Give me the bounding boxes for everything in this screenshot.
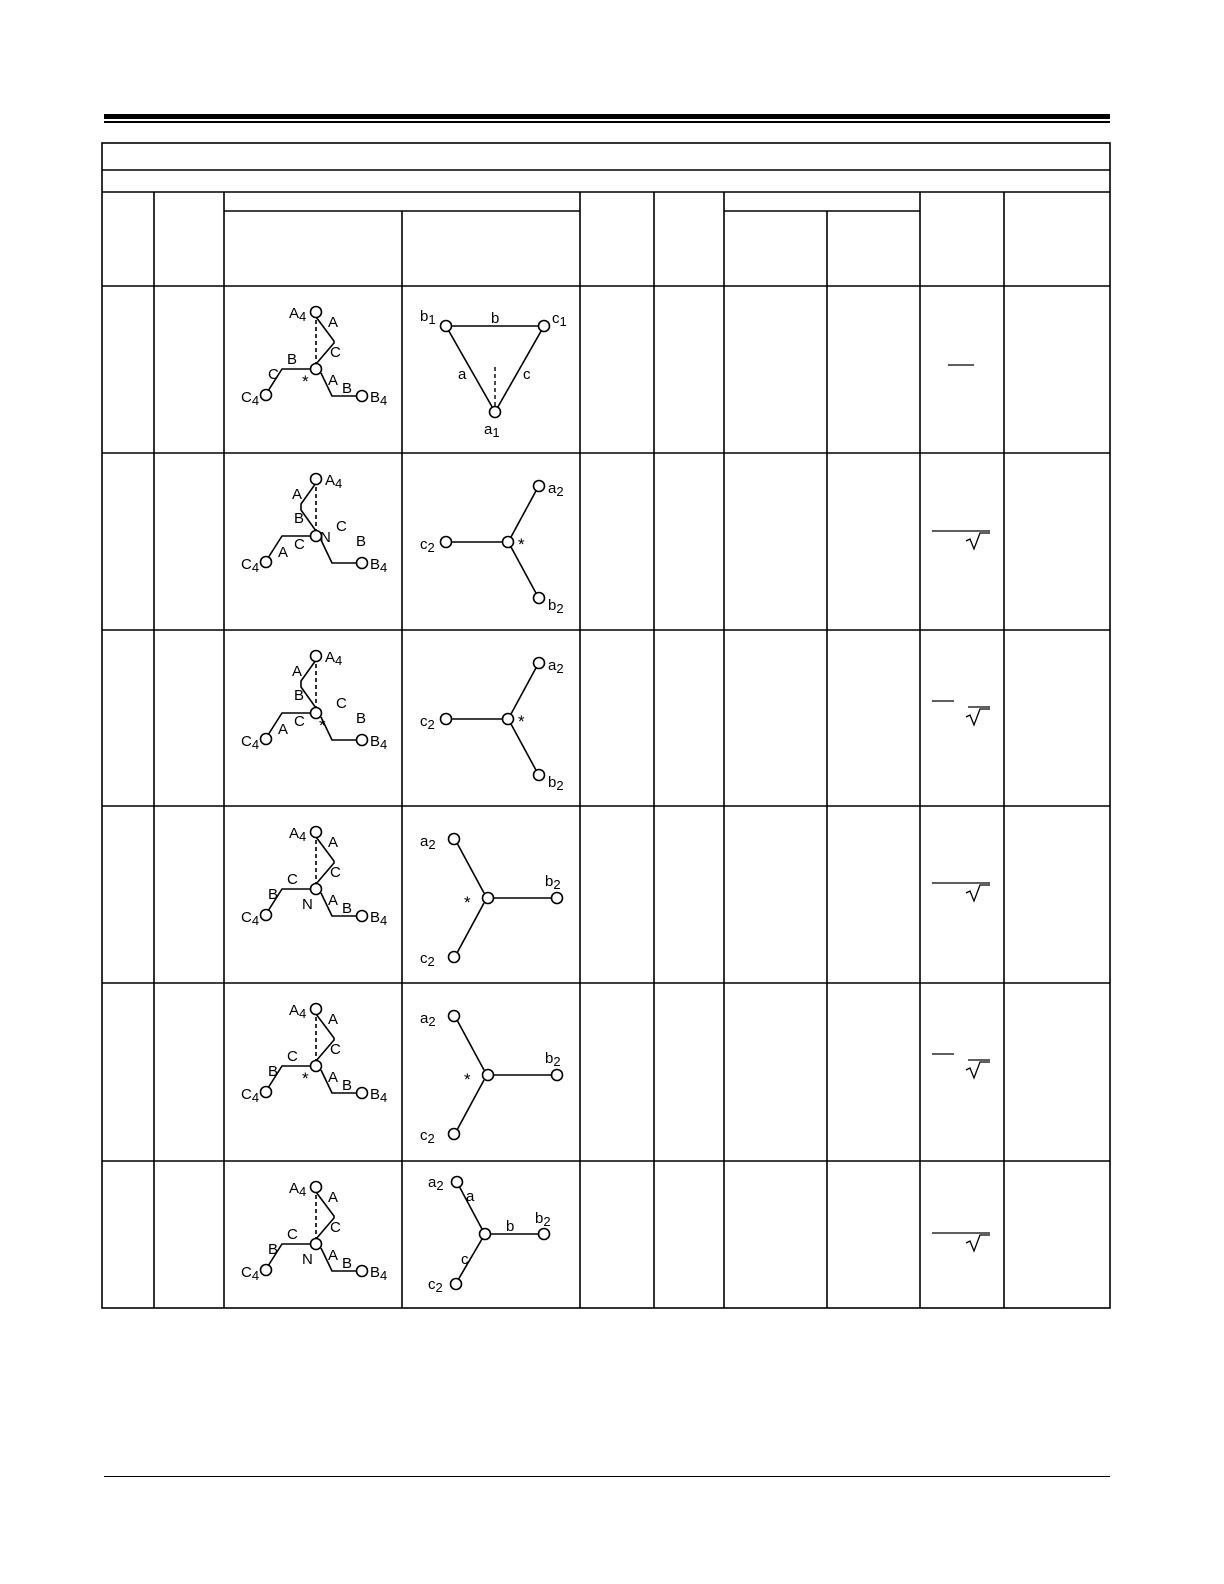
terminal-c1: [539, 321, 550, 332]
winding-letter-b: b: [506, 1218, 515, 1235]
terminal-b1: [441, 321, 452, 332]
winding-letter: A: [292, 663, 303, 680]
label-b2: [548, 597, 564, 616]
terminal-a2: [534, 481, 545, 492]
terminal-c4: [261, 1265, 272, 1276]
winding-letter: B: [287, 351, 298, 368]
winding-letter: C: [330, 1041, 341, 1058]
neutral-node: [483, 1070, 494, 1081]
terminal-label-text: A4: [289, 305, 307, 324]
terminal-label-text: b2: [545, 1050, 561, 1069]
terminal-c2: [441, 537, 452, 548]
center-marker: *: [464, 893, 471, 912]
primary-diagram: [241, 1180, 387, 1283]
ratio-symbol: [932, 531, 990, 549]
neutral-node: [311, 1239, 322, 1250]
neutral-node: [480, 1229, 491, 1240]
arm-a: [511, 489, 537, 537]
terminal-label-text: A4: [289, 825, 307, 844]
label-a2: [420, 833, 436, 852]
terminal-b2: [534, 593, 545, 604]
winding-letter: C: [268, 366, 279, 383]
label-b1: [420, 308, 436, 327]
label-C4: [241, 909, 259, 928]
primary-diagram: [241, 472, 387, 575]
ratio-symbol: [932, 701, 990, 725]
terminal-label-text: A4: [289, 1180, 307, 1199]
label-a2: [548, 480, 564, 499]
winding-letter: B: [356, 533, 367, 550]
winding-letter: C: [294, 536, 305, 553]
terminal-b4: [357, 735, 368, 746]
terminal-c4: [261, 1087, 272, 1098]
winding-letter: A: [328, 314, 339, 331]
winding-letter: C: [330, 344, 341, 361]
terminal-label-text: B4: [370, 1264, 388, 1283]
secondary-diagram: [420, 480, 564, 616]
secondary-diagram: [420, 1010, 563, 1146]
label-A4: [289, 825, 306, 844]
winding-letter: C: [294, 713, 305, 730]
arm-b: [511, 724, 537, 772]
terminal-a2: [449, 1011, 460, 1022]
label-B4: [370, 909, 387, 928]
label-B4: [370, 556, 387, 575]
label-B4: [370, 1264, 387, 1283]
terminal-label-text: a1: [484, 421, 500, 440]
label-A4: [325, 472, 342, 491]
winding-letter: B: [294, 510, 305, 527]
neutral-label: N: [302, 896, 313, 913]
winding-letter: C: [287, 871, 298, 888]
label-b2: [545, 873, 561, 892]
winding-letter: B: [268, 886, 279, 903]
terminal-label-text: C4: [241, 909, 260, 928]
winding-letter: C: [330, 1219, 341, 1236]
neutral-node: [311, 1061, 322, 1072]
terminal-label-text: c2: [420, 1127, 435, 1146]
label-c2: [420, 536, 435, 555]
winding-letter: B: [342, 380, 353, 397]
ratio-symbol: [932, 883, 990, 901]
label-B4: [370, 389, 387, 408]
winding-letter: A: [278, 544, 289, 561]
terminal-label-text: b2: [548, 597, 564, 616]
delta-side-a: [446, 326, 495, 412]
winding-letter: B: [268, 1241, 279, 1258]
label-C4: [241, 1264, 259, 1283]
label-C4: [241, 389, 259, 408]
terminal-label-text: B4: [370, 389, 388, 408]
center-marker: *: [302, 372, 309, 391]
terminal-label-text: c1: [552, 310, 567, 329]
winding-letter: C: [336, 695, 347, 712]
terminal-a4: [311, 1004, 322, 1015]
terminal-label-text: B4: [370, 909, 388, 928]
terminal-label-text: a2: [420, 833, 436, 852]
arm-a: [457, 843, 484, 893]
terminal-label-text: C4: [241, 556, 260, 575]
winding-letter: C: [287, 1226, 298, 1243]
ratio-symbol: [932, 1233, 990, 1251]
winding-letter: B: [268, 1063, 279, 1080]
radical-sign: [966, 1235, 990, 1251]
terminal-label-text: b2: [545, 873, 561, 892]
terminal-b2: [552, 893, 563, 904]
label-b2: [548, 774, 564, 793]
terminal-label-text: B4: [370, 556, 388, 575]
winding-letter: B: [356, 710, 367, 727]
side-label-b: b: [491, 310, 500, 327]
neutral-node: [503, 537, 514, 548]
secondary-diagram: [428, 1174, 551, 1295]
terminal-label-text: b2: [548, 774, 564, 793]
terminal-c2: [441, 714, 452, 725]
side-label-c: c: [523, 366, 531, 383]
terminal-c2: [449, 952, 460, 963]
terminal-label-text: C4: [241, 1086, 260, 1105]
terminal-b2: [552, 1070, 563, 1081]
label-C4: [241, 1086, 259, 1105]
terminal-label-text: A4: [325, 472, 343, 491]
label-A4: [289, 305, 306, 324]
winding-b: [321, 717, 356, 740]
ratio-symbol: [932, 1054, 990, 1078]
winding-letter: A: [328, 1069, 339, 1086]
terminal-label-text: c2: [420, 536, 435, 555]
label-c2: [420, 950, 435, 969]
label-c2: [428, 1276, 443, 1295]
terminal-label-text: a2: [548, 480, 564, 499]
winding-letter: A: [278, 721, 289, 738]
terminal-label-text: a2: [420, 1010, 436, 1029]
winding-letter: A: [328, 892, 339, 909]
winding-letter: C: [330, 864, 341, 881]
terminal-label-text: A4: [325, 649, 343, 668]
terminal-a4: [311, 474, 322, 485]
primary-diagram: [241, 825, 387, 928]
winding-letter: A: [292, 486, 303, 503]
terminal-c4: [261, 557, 272, 568]
radical-sign: [966, 885, 990, 901]
winding-letter: A: [328, 1247, 339, 1264]
neutral-node: [483, 893, 494, 904]
terminal-a2: [452, 1177, 463, 1188]
label-a2: [428, 1174, 444, 1193]
neutral-node: [311, 364, 322, 375]
winding-letter: B: [342, 1077, 353, 1094]
terminal-a4: [311, 651, 322, 662]
terminal-a4: [311, 307, 322, 318]
terminal-label-text: A4: [289, 1002, 307, 1021]
arm-a: [511, 666, 537, 714]
terminal-a2: [449, 834, 460, 845]
terminal-b2: [534, 770, 545, 781]
table-border: [102, 143, 1110, 1308]
footer-rule: [104, 1476, 1110, 1477]
terminal-label-text: c2: [428, 1276, 443, 1295]
label-C4: [241, 733, 259, 752]
terminal-c4: [261, 390, 272, 401]
center-marker: *: [302, 1069, 309, 1088]
center-marker: *: [319, 716, 326, 735]
label-a1: [484, 421, 500, 440]
label-B4: [370, 1086, 387, 1105]
secondary-diagram: [420, 308, 567, 440]
label-a2: [548, 657, 564, 676]
radical-sign: [966, 709, 990, 725]
arm-a: [457, 1020, 484, 1070]
winding-letter-c: c: [461, 1251, 469, 1268]
label-b2: [535, 1210, 551, 1229]
winding-letter: B: [342, 900, 353, 917]
label-B4: [370, 733, 387, 752]
center-marker: *: [518, 535, 525, 554]
neutral-node: [311, 884, 322, 895]
center-marker: *: [518, 712, 525, 731]
terminal-label-text: B4: [370, 733, 388, 752]
terminal-b4: [357, 911, 368, 922]
terminal-c2: [451, 1279, 462, 1290]
terminal-label-text: a2: [548, 657, 564, 676]
winding-letter: C: [336, 518, 347, 535]
winding-letter: B: [342, 1255, 353, 1272]
label-C4: [241, 556, 259, 575]
winding-letter: B: [294, 687, 305, 704]
arm-b: [511, 547, 537, 595]
terminal-a1: [490, 407, 501, 418]
primary-diagram: [241, 305, 387, 408]
label-b2: [545, 1050, 561, 1069]
terminal-c4: [261, 910, 272, 921]
terminal-label-text: C4: [241, 733, 260, 752]
terminal-label-text: a2: [428, 1174, 444, 1193]
terminal-b4: [357, 1266, 368, 1277]
terminal-label-text: c2: [420, 950, 435, 969]
neutral-label: N: [320, 529, 331, 546]
label-c2: [420, 713, 435, 732]
terminal-label-text: c2: [420, 713, 435, 732]
center-marker: *: [464, 1070, 471, 1089]
terminal-c2: [449, 1129, 460, 1140]
terminal-b4: [357, 558, 368, 569]
terminal-b2: [539, 1229, 550, 1240]
secondary-diagram: [420, 833, 563, 969]
terminal-a4: [311, 827, 322, 838]
winding-letter: A: [328, 1011, 339, 1028]
side-label-a: a: [458, 366, 467, 383]
terminal-label-text: B4: [370, 1086, 388, 1105]
winding-letter: A: [328, 372, 339, 389]
terminal-a4: [311, 1182, 322, 1193]
secondary-diagram: [420, 657, 564, 793]
label-A4: [325, 649, 342, 668]
terminal-label-text: b2: [535, 1210, 551, 1229]
winding-letter: A: [328, 834, 339, 851]
label-a2: [420, 1010, 436, 1029]
table-grid: [102, 143, 1110, 1308]
neutral-node: [503, 714, 514, 725]
terminal-label-text: C4: [241, 1264, 260, 1283]
delta-side-c: [495, 326, 544, 412]
terminal-c4: [261, 734, 272, 745]
primary-diagram: [241, 1002, 387, 1105]
label-A4: [289, 1180, 306, 1199]
label-A4: [289, 1002, 306, 1021]
terminal-b4: [357, 391, 368, 402]
radical-sign: [966, 1062, 990, 1078]
terminal-label-text: C4: [241, 389, 260, 408]
winding-letter-a: a: [466, 1188, 475, 1205]
label-c1: [552, 310, 567, 329]
neutral-label: N: [302, 1251, 313, 1268]
terminal-a2: [534, 658, 545, 669]
terminal-label-text: b1: [420, 308, 436, 327]
terminal-b4: [357, 1088, 368, 1099]
winding-letter: C: [287, 1048, 298, 1065]
primary-diagram: [241, 649, 387, 752]
winding-letter: A: [328, 1189, 339, 1206]
label-c2: [420, 1127, 435, 1146]
radical-sign: [966, 533, 990, 549]
